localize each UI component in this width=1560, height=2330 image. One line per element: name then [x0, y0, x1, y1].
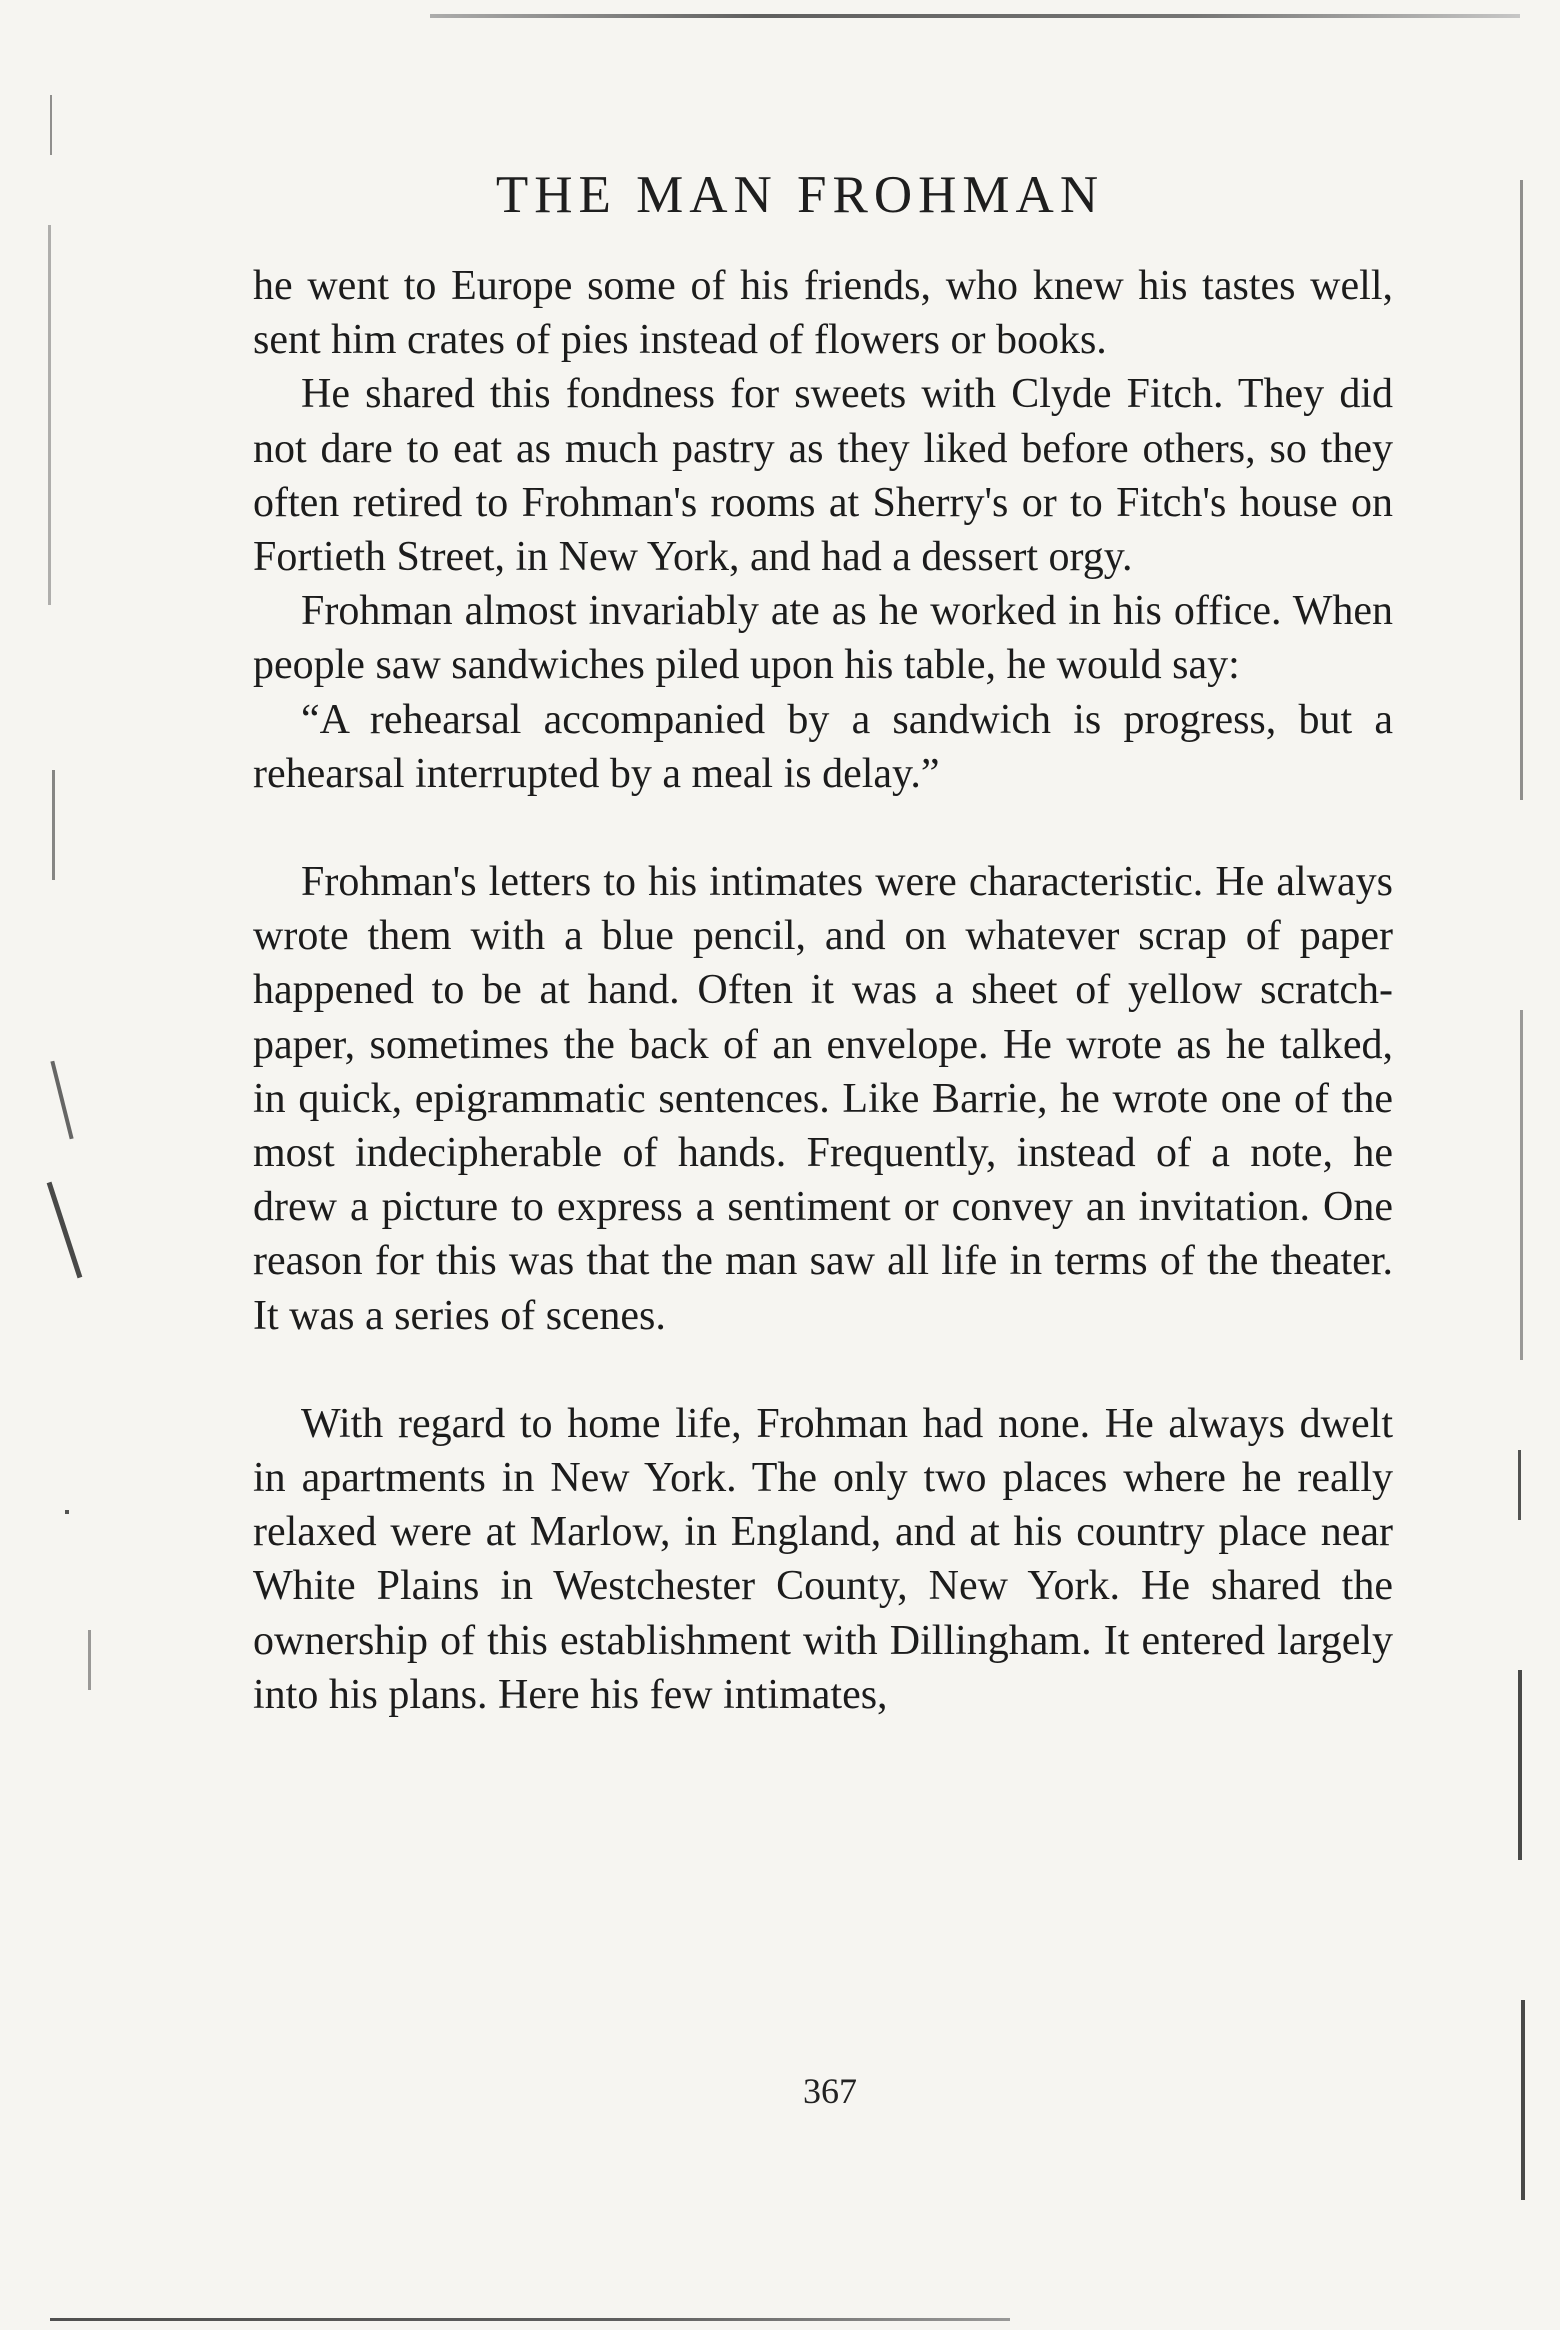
- paragraph-4-quote: “A rehearsal accompanied by a sandwich is progress, but a rehearsal interrupted by a meal is delay.”: [253, 696, 1393, 797]
- scan-mark-right-1: [1520, 180, 1523, 800]
- running-head: [0, 165, 1560, 225]
- section-break-1: [253, 801, 1393, 855]
- paragraph-1: he went to Europe some of his friends, who knew his tastes well, sent him crates of pies instead of flowers or books.: [253, 263, 1393, 364]
- paragraph-6: With regard to home life, Frohman had none. He always dwelt in apartments in New York. The only two places where he really relaxed were at Marlow, in England, and at his country place near White Plains in Westchester County, New York. He shared the ownership of this establishment with Dillingham. It entered largely into his plans. Here his few intimates,: [253, 1400, 1393, 1718]
- scan-mark-left-7: [88, 1630, 91, 1690]
- scan-mark-left-1: [50, 95, 52, 155]
- scan-mark-left-3: [52, 770, 55, 880]
- scan-mark-right-2: [1520, 1010, 1523, 1360]
- scan-mark-right-4: [1518, 1670, 1522, 1860]
- scan-mark-right-3: [1518, 1450, 1521, 1520]
- scan-mark-left-4: [50, 1061, 73, 1140]
- section-break-2: [253, 1343, 1393, 1397]
- paragraph-5: Frohman's letters to his intimates were characteristic. He always wrote them with a blue pencil, and on whatever scrap of paper happened to be at hand. Often it was a sheet of yellow scratch-paper, sometimes the back of an envelope. He wrote as he talked, in quick, epigrammatic sentences. Like Barrie, he wrote one of the most indecipherable of hands. Frequently, instead of a note, he drew a picture to express a sentiment or convey an invitation. One reason for this was that the man saw all life in terms of the theater. It was a series of scenes.: [253, 859, 1393, 1339]
- paragraph-2: He shared this fondness for sweets with Clyde Fitch. They did not dare to eat as much pastry as they liked before others, so they often retired to Frohman's rooms at Sherry's or to Fitch's house on Fortieth Street, in New York, and had a dessert orgy.: [253, 371, 1393, 581]
- scan-mark-left-5: [47, 1182, 83, 1279]
- running-head-text: THE MAN FROHMAN: [495, 166, 1105, 224]
- scan-mark-left-2: [48, 225, 51, 605]
- scan-edge-bottom: [50, 2318, 1010, 2321]
- page-number: 367: [803, 2071, 857, 2111]
- scan-edge-top: [430, 14, 1520, 18]
- paragraph-3: Frohman almost invariably ate as he worked in his office. When people saw sandwiches piled upon his table, he would say:: [253, 588, 1393, 689]
- body-text: [253, 259, 1393, 1722]
- scan-mark-left-6: [65, 1510, 69, 1514]
